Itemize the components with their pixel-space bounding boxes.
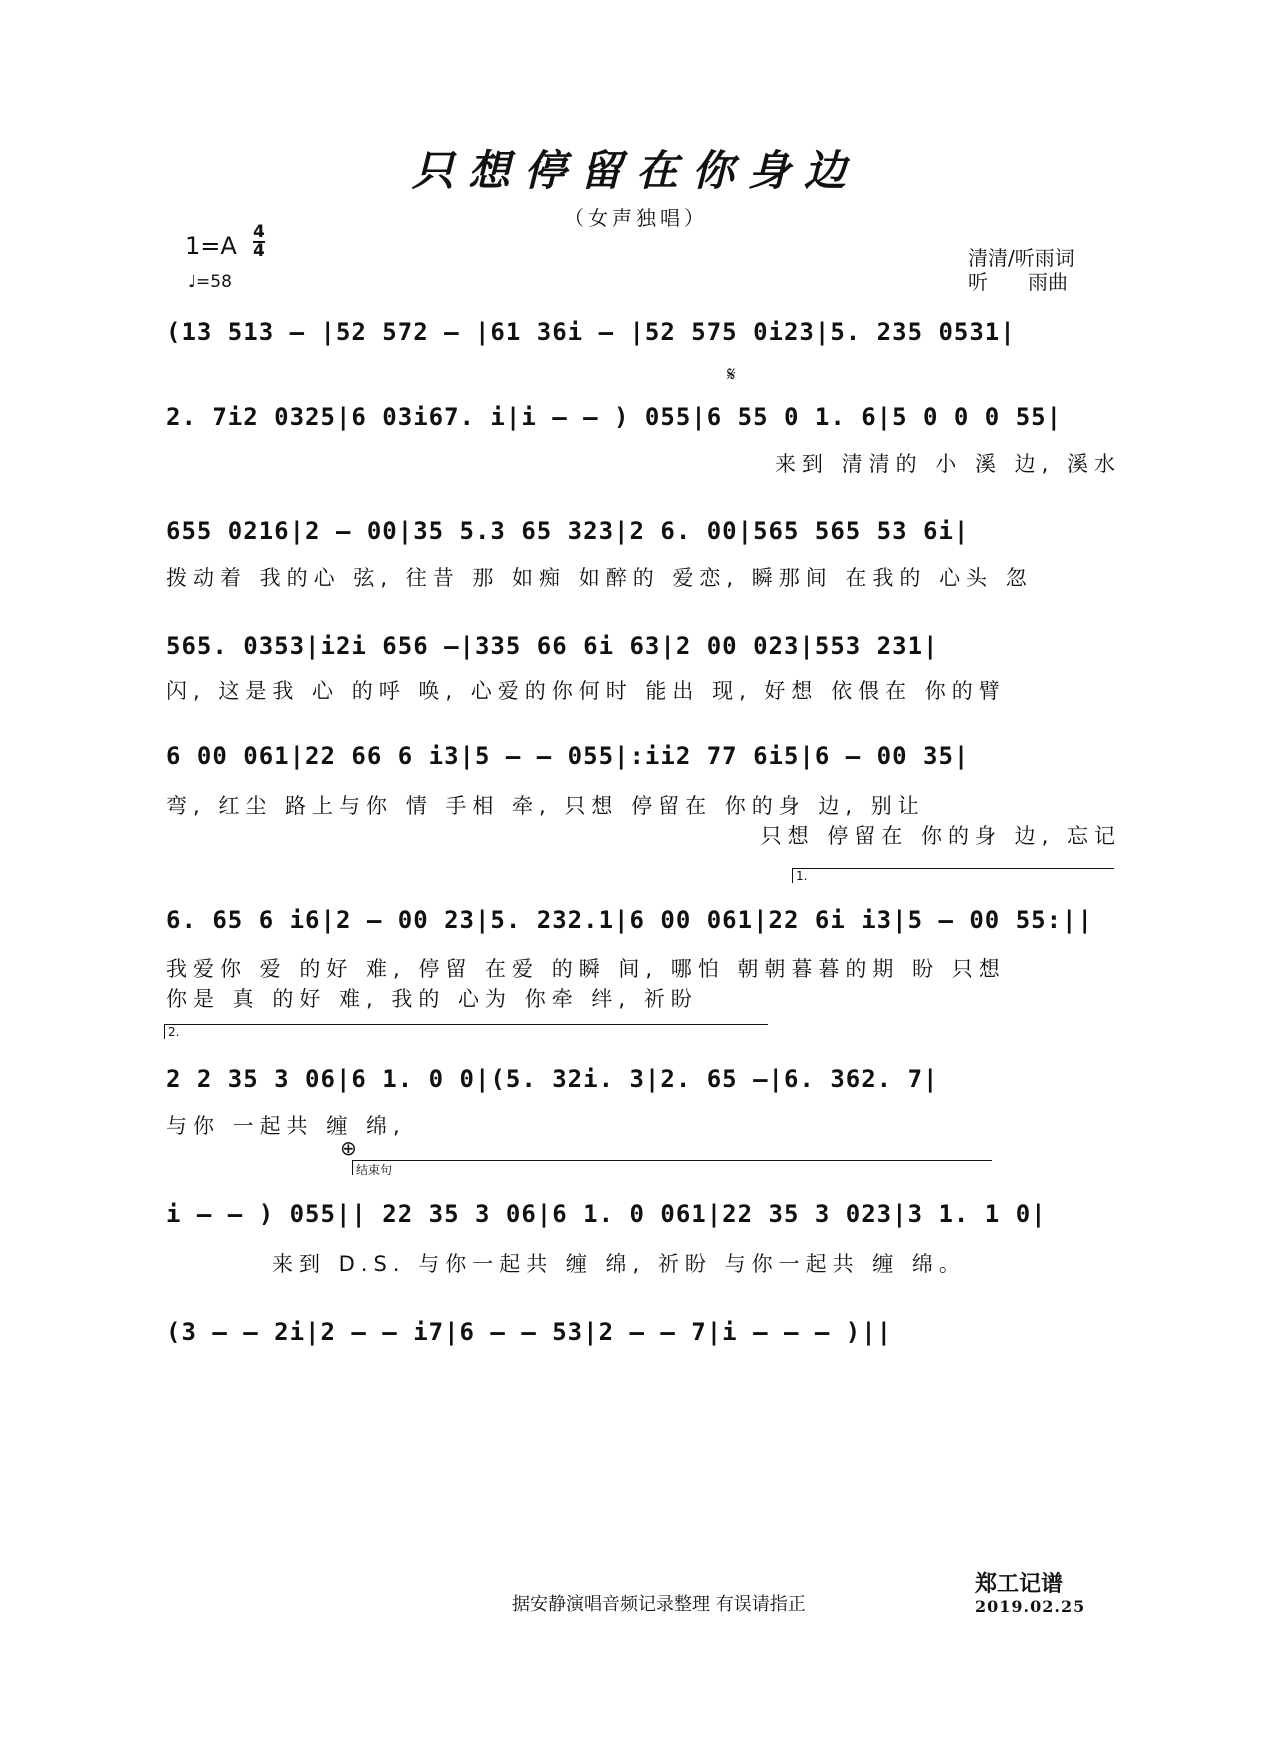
key-signature: 1=A	[185, 232, 237, 260]
score-system-5: 6 00 061|22 66 6 i3|5 – – 055|:ii2 77 6i5|6 – 00 35|	[166, 742, 970, 770]
score-system-6: 6. 65 6 i6|2 – 00 23|5. 232.1|6 00 061|22 6i i3|5 – 00 55:||	[166, 906, 1093, 934]
score-system-1: (13 513 – |52 572 – |61 36i – |52 575 0i23|5. 235 0531|	[166, 318, 1016, 346]
volta-bracket-2: 2.	[164, 1024, 768, 1039]
meter-top: 4	[253, 222, 265, 242]
song-title: 只想停留在你身边	[411, 146, 860, 195]
transcriber-brand: 郑工记谱	[975, 1572, 1064, 1597]
score-system-9: (3 – – 2i|2 – – i7|6 – – 53|2 – – 7|i – – – )||	[166, 1318, 893, 1346]
lyric-line-8-1: 来到 D.S. 与你一起共 缠 绵, 祈盼 与你一起共 缠 绵。	[272, 1252, 966, 1276]
lyricist-credit: 清清/听雨词	[968, 246, 1075, 270]
segno-sign: 𝄋	[727, 362, 736, 386]
time-signature	[253, 224, 265, 260]
score-system-3: 655 0216|2 – 00|35 5.3 65 323|2 6. 00|565 565 53 6i|	[166, 517, 970, 545]
lyric-line-5-2: 只想 停留在 你的身 边, 忘记	[760, 824, 1121, 848]
composer-credit: 听 雨曲	[968, 270, 1068, 294]
transcription-date: 2019.02.25	[975, 1597, 1086, 1616]
tempo-marking: ♩=58	[188, 272, 232, 292]
score-system-2: 2. 7i2 0325|6 03i67. i|i – – ) 055|6 55 0 1. 6|5 0 0 0 55|	[166, 403, 1063, 431]
song-subtitle: （女声独唱）	[564, 206, 708, 230]
lyric-line-7-1: 与你 一起共 缠 绵,	[166, 1114, 406, 1138]
score-system-8: i – – ) 055|| 22 35 3 06|6 1. 0 061|22 35 3 023|3 1. 1 0|	[166, 1200, 1047, 1228]
meter-bottom: 4	[253, 241, 265, 261]
coda-sign: ⊕	[340, 1136, 357, 1160]
score-system-4: 565. 0353|i2i 656 –|335 66 6i 63|2 00 023|553 231|	[166, 632, 939, 660]
lyric-line-5-1: 弯, 红尘 路上与你 情 手相 牵, 只想 停留在 你的身 边, 别让	[166, 794, 925, 818]
coda-bracket: 结束句	[352, 1160, 992, 1175]
score-system-7: 2 2 35 3 06|6 1. 0 0|(5. 32i. 3|2. 65 –|6. 362. 7|	[166, 1065, 939, 1093]
transcription-note: 据安静演唱音频记录整理 有误请指正	[512, 1594, 806, 1615]
lyric-line-6-1: 我爱你 爱 的好 难, 停留 在爱 的瞬 间, 哪怕 朝朝暮暮的期 盼 只想	[166, 957, 1006, 981]
lyric-line-4-1: 闪, 这是我 心 的呼 唤, 心爱的你何时 能出 现, 好想 依偎在 你的臂	[166, 679, 1006, 703]
lyric-line-3-1: 拨动着 我的心 弦, 往昔 那 如痴 如醉的 爱恋, 瞬那间 在我的 心头 忽	[166, 566, 1033, 590]
lyric-line-6-2: 你是 真 的好 难, 我的 心为 你牵 绊, 祈盼	[166, 987, 698, 1011]
lyric-line-2-1: 来到 清清的 小 溪 边, 溪水	[774, 452, 1121, 476]
volta-bracket-1: 1.	[792, 868, 1114, 883]
